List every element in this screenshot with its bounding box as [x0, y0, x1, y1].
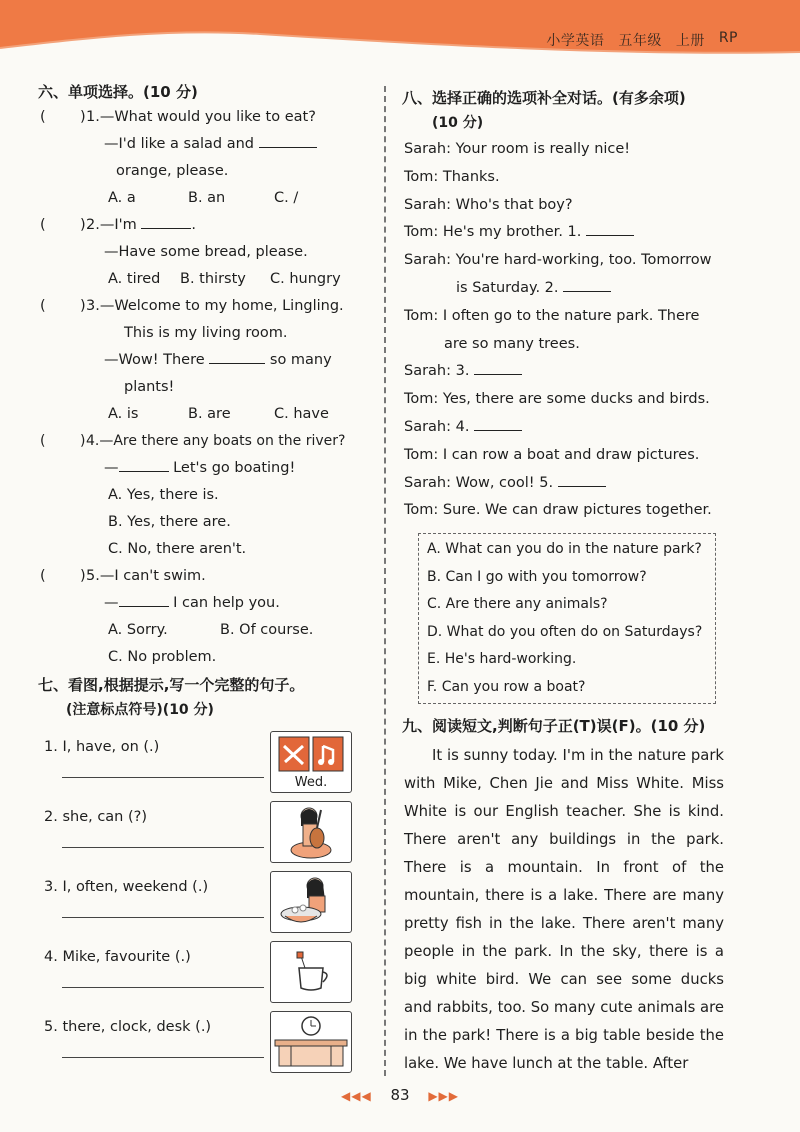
answer-blank-2[interactable]	[563, 277, 611, 292]
answer-paren-left[interactable]: (	[40, 568, 46, 584]
option-c[interactable]: C. No, there aren't.	[108, 541, 247, 557]
picture-teacup	[270, 941, 352, 1003]
picture-sentence-5	[38, 1011, 368, 1081]
dialogue-line: Sarah: You're hard-working, too. Tomorrow	[404, 252, 712, 269]
picture-sentence-3	[38, 871, 368, 941]
dialogue-line: Sarah: 3.	[404, 363, 470, 380]
question-text: This is my living room.	[124, 325, 288, 341]
choice-d[interactable]: D. What do you often do on Saturdays?	[427, 623, 703, 640]
option-c[interactable]: C. hungry	[270, 271, 341, 287]
section7-subtitle: (注意标点符号)(10 分)	[66, 702, 214, 718]
section8-subtitle: (10 分)	[432, 115, 484, 131]
answer-blank[interactable]	[259, 133, 317, 148]
option-a[interactable]: A. a	[108, 190, 136, 206]
answer-paren-left[interactable]: (	[40, 298, 46, 314]
dialogue-line: Sarah: 4.	[404, 418, 470, 435]
book-volume: 上册	[675, 33, 705, 49]
prev-arrows-icon: ◀◀◀	[340, 1089, 372, 1103]
question-text: orange, please.	[116, 163, 229, 179]
answer-blank-4[interactable]	[474, 416, 522, 431]
choice-e[interactable]: E. He's hard-working.	[427, 651, 577, 668]
question-3	[38, 293, 368, 428]
weekday-label: Wed.	[294, 775, 328, 790]
dialogue-line: Sarah: Wow, cool! 5.	[404, 474, 554, 491]
picture-girl-playing-pipa	[270, 801, 352, 863]
question-text: Let's go boating!	[173, 460, 296, 476]
choice-a[interactable]: A. What can you do in the nature park?	[427, 541, 702, 558]
dialogue-line: Sarah: Who's that boy?	[404, 196, 573, 213]
dialogue-line: Tom: He's my brother. 1.	[404, 224, 582, 241]
question-number: 2.	[86, 217, 100, 233]
option-c[interactable]: C. No problem.	[108, 649, 217, 665]
washing-clothes-icon	[271, 872, 351, 932]
sentence-prompt: 5. there, clock, desk (.)	[44, 1019, 212, 1035]
question-number: 4.	[86, 433, 100, 449]
question-text: —Are there any boats on the river?	[99, 433, 346, 449]
option-c[interactable]: C. have	[274, 406, 329, 422]
section7-title: 七、看图,根据提示,写一个完整的句子。	[38, 676, 305, 694]
answer-paren-right: )	[80, 433, 86, 449]
section9-title: 九、阅读短文,判断句子正(T)误(F)。(10 分)	[402, 717, 706, 736]
dialogue-line: Tom: I can row a boat and draw pictures.	[404, 446, 700, 463]
answer-paren-left[interactable]: (	[40, 109, 46, 125]
clock-desk-icon	[271, 1012, 351, 1072]
question-text: so many	[269, 352, 332, 368]
picture-books-wednesday	[270, 731, 352, 793]
question-text: —Have some bread, please.	[104, 244, 308, 260]
choice-f[interactable]: F. Can you row a boat?	[427, 678, 586, 695]
question-5	[38, 563, 368, 671]
question-text: —I'm	[99, 217, 137, 233]
answer-line[interactable]	[62, 1057, 264, 1058]
option-b[interactable]: B. an	[188, 190, 226, 206]
question-text: .	[191, 217, 196, 233]
question-number: 5.	[86, 568, 100, 584]
answer-paren-right: )	[80, 109, 86, 125]
option-a[interactable]: A. Sorry.	[108, 622, 168, 638]
book-info	[546, 30, 738, 50]
option-b[interactable]: B. thirsty	[180, 271, 246, 287]
answer-blank[interactable]	[119, 457, 169, 472]
dialogue-line: are so many trees.	[444, 335, 580, 352]
picture-girl-washing-clothes	[270, 871, 352, 933]
page-number: 83	[390, 1086, 410, 1104]
column-divider	[384, 86, 386, 1076]
dialogue-line: is Saturday. 2.	[456, 279, 559, 296]
book-edition: RP	[718, 30, 738, 46]
picture-clock-on-desk	[270, 1011, 352, 1073]
question-text: I can help you.	[173, 595, 280, 611]
sentence-prompt: 1. I, have, on (.)	[44, 739, 160, 755]
picture-sentence-2	[38, 801, 368, 871]
dialogue	[404, 136, 724, 525]
picture-sentence-list	[38, 731, 368, 1081]
answer-paren-left[interactable]: (	[40, 433, 46, 449]
sentence-prompt: 2. she, can (?)	[44, 809, 147, 825]
question-text: —	[104, 595, 119, 611]
question-2	[38, 212, 368, 293]
dialogue-line: Tom: I often go to the nature park. There	[404, 307, 700, 324]
question-text: plants!	[124, 379, 175, 395]
passage-text: It is sunny today. I'm in the nature park with Mike, Chen Jie and Miss White. Miss White is our English teacher. She is kind. There aren't any buildings in the park. There is a mountain. In front of the mountain, there is a lake. There are many pretty fish in the lake. There aren't many people in the park. In the sky, there is a big white bird. We can see some ducks and rabbits, too. So many cute animals are in the park! There is a big table beside the lake. We have lunch at the table. After	[404, 747, 724, 1073]
answer-line[interactable]	[62, 847, 264, 848]
picture-sentence-4	[38, 941, 368, 1011]
girl-pipa-icon	[271, 802, 351, 862]
page-footer	[0, 1086, 800, 1104]
answer-paren-right: )	[80, 298, 86, 314]
option-b[interactable]: B. Of course.	[220, 622, 314, 638]
answer-blank-3[interactable]	[474, 360, 522, 375]
question-text: —I'd like a salad and	[104, 136, 254, 152]
option-a[interactable]: A. Yes, there is.	[108, 487, 219, 503]
question-text: —	[104, 460, 119, 476]
book-subject: 小学英语	[546, 33, 605, 49]
answer-blank-1[interactable]	[586, 221, 634, 236]
picture-sentence-1	[38, 731, 368, 801]
dialogue-line: Tom: Sure. We can draw pictures together.	[404, 502, 712, 519]
left-column	[38, 80, 368, 1081]
section8-title: 八、选择正确的选项补全对话。(有多余项)	[402, 89, 686, 107]
question-number: 3.	[86, 298, 100, 314]
answer-paren-right: )	[80, 568, 86, 584]
option-b[interactable]: B. Yes, there are.	[108, 514, 231, 530]
answer-line[interactable]	[62, 987, 264, 988]
question-4	[38, 428, 368, 563]
section6-title: 六、单项选择。(10 分)	[38, 83, 198, 101]
teacup-icon	[271, 942, 351, 1002]
question-number: 1.	[86, 109, 100, 125]
question-text: —I can't swim.	[99, 568, 206, 584]
question-text: —What would you like to eat?	[99, 109, 316, 125]
answer-blank[interactable]	[119, 592, 169, 607]
answer-paren-left[interactable]: (	[40, 217, 46, 233]
option-c[interactable]: C. /	[274, 190, 299, 206]
choice-b[interactable]: B. Can I go with you tomorrow?	[427, 568, 647, 585]
book-grade: 五年级	[618, 33, 662, 49]
answer-blank-5[interactable]	[558, 472, 606, 487]
choices-box	[418, 533, 716, 704]
dialogue-line: Sarah: Your room is really nice!	[404, 141, 631, 157]
page-header	[0, 0, 800, 62]
sentence-prompt: 4. Mike, favourite (.)	[44, 949, 191, 965]
answer-line[interactable]	[62, 917, 264, 918]
option-a[interactable]: A. tired	[108, 271, 161, 287]
question-text: —Welcome to my home, Lingling.	[99, 298, 344, 314]
answer-blank[interactable]	[141, 214, 191, 229]
option-b[interactable]: B. are	[188, 406, 231, 422]
dialogue-line: Tom: Thanks.	[404, 168, 500, 185]
right-column	[404, 86, 724, 1078]
next-arrows-icon: ▶▶▶	[428, 1089, 460, 1103]
dialogue-line: Tom: Yes, there are some ducks and birds.	[404, 391, 710, 408]
question-1	[38, 104, 368, 212]
sentence-prompt: 3. I, often, weekend (.)	[44, 879, 209, 895]
question-text: —Wow! There	[104, 352, 205, 368]
choice-c[interactable]: C. Are there any animals?	[427, 596, 608, 613]
answer-paren-right: )	[80, 217, 86, 233]
reading-passage	[404, 742, 724, 1078]
answer-blank[interactable]	[209, 349, 265, 364]
option-a[interactable]: A. is	[108, 406, 139, 422]
answer-line[interactable]	[62, 777, 264, 778]
